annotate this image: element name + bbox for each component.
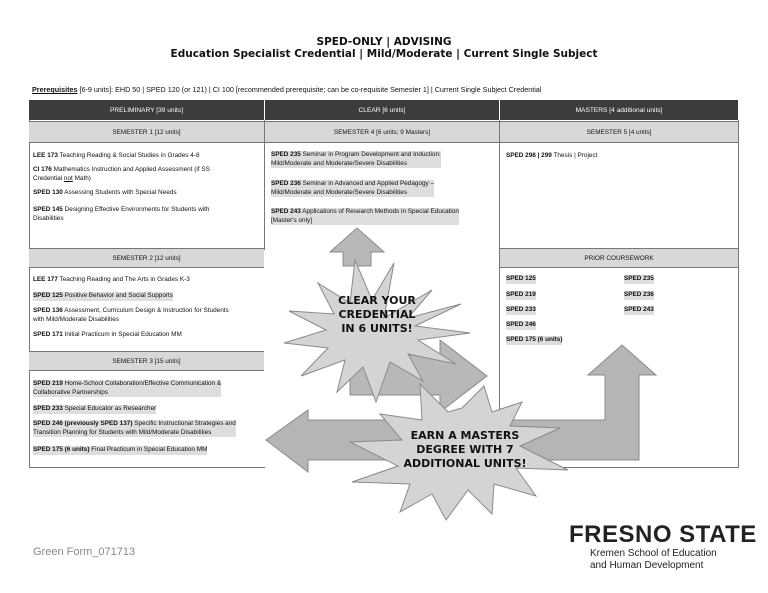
course-code: LEE 173	[33, 152, 58, 159]
prereq-text: [6-9 units]: EHD 50 | SPED 120 (or 121) | CI 100 [recommended prerequisite; can be co-requisite Semester 1] | Current Single Subject Credential	[77, 85, 542, 94]
fresno-state-logo: FRESNO STATE	[569, 521, 757, 548]
course-title: Specific Instructional Strategies and	[132, 420, 236, 427]
course-title: Seminar in Advanced and Applied Pedagogy –	[300, 180, 435, 187]
semester-2-header: SEMESTER 2 [12 units]	[29, 248, 264, 268]
course-code: SPED 136	[33, 307, 63, 314]
course-title: Home-School Collaboration/Effective Communication &	[62, 380, 222, 387]
course-code: SPED 236	[271, 180, 301, 187]
callout-line: DEGREE WITH 7	[416, 443, 514, 456]
prior-course: SPED 125	[506, 275, 536, 282]
prior-course: SPED 236	[624, 291, 654, 298]
course-code: SPED 145	[33, 206, 63, 213]
prior-course: SPED 233	[506, 306, 536, 313]
course-title: Designing Effective Environments for Students with	[62, 206, 210, 213]
prior-course: SPED 246	[506, 321, 536, 328]
course-title-cont: with Mild/Moderate Disabilities	[33, 315, 119, 323]
course-title: Initial Practicum in Special Education MM	[62, 331, 182, 338]
course-title: Final Practicum in Special Education MM	[89, 446, 208, 453]
course-code: SPED 298 | 299	[506, 152, 552, 159]
course-title: Assessing Students with Special Needs	[62, 189, 177, 196]
page-subtitle: Education Specialist Credential | Mild/Moderate | Current Single Subject	[170, 48, 598, 60]
course-title-emphasis: not	[63, 174, 73, 182]
semester-4-header: SEMESTER 4 [6 units; 9 Masters]	[265, 121, 499, 143]
form-id: Green Form_071713	[33, 546, 136, 558]
course-code: SPED 125	[33, 292, 63, 299]
course-title: Mathematics Instruction and Applied Assessment (if SS	[51, 166, 210, 173]
course-title: Applications of Research Methods in Special Education	[300, 208, 459, 215]
callout-line: IN 6 UNITS!	[341, 322, 413, 335]
course-title-cont: Math)	[72, 174, 91, 182]
course-title: Teaching Reading & Social Studies in Grades 4-8	[57, 152, 200, 159]
callout-line: EARN A MASTERS	[410, 429, 520, 442]
up-arrow-icon	[330, 228, 384, 266]
course-code: SPED 171	[33, 331, 63, 338]
course-code: SPED 233	[33, 405, 63, 412]
course-title-cont: Disabilities	[33, 214, 64, 222]
semester-1-header: SEMESTER 1 [12 units]	[29, 121, 264, 143]
prior-course: SPED 243	[624, 306, 654, 313]
course-title: Special Educator as Researcher	[62, 405, 157, 412]
page-title: SPED-ONLY | ADVISING	[316, 36, 452, 48]
masters-callout	[390, 429, 540, 471]
course-title: Positive Behavior and Social Supports	[62, 292, 173, 299]
school-name-line: and Human Development	[590, 559, 704, 571]
col-header-clear: CLEAR [6 units]	[265, 100, 499, 120]
school-name	[590, 548, 717, 571]
course-code: SPED 175 (6 units)	[33, 446, 90, 453]
course-code: SPED 243	[271, 208, 301, 215]
course-code: SPED 235	[271, 151, 301, 158]
course-title-cont: Credential	[33, 174, 64, 182]
prior-course: SPED 235	[624, 275, 654, 282]
col-header-masters: MASTERS [4 additional units]	[500, 100, 738, 120]
callout-line: ADDITIONAL UNITS!	[403, 457, 527, 470]
clear-credential-callout	[322, 294, 432, 336]
course-code: SPED 219	[33, 380, 63, 387]
callout-line: CREDENTIAL	[338, 308, 416, 321]
course-code: SPED 246 (previously SPED 137)	[33, 420, 133, 427]
course-title-cont: Mild/Moderate and Moderate/Severe Disabilities	[271, 159, 408, 167]
course-title-cont: Mild/Moderate and Moderate/Severe Disabilities	[271, 188, 408, 196]
course-title: Assessment, Curriculum Design & Instruction for Students	[62, 307, 229, 314]
prior-coursework-header: PRIOR COURSEWORK	[500, 248, 738, 268]
course-code: LEE 177	[33, 276, 58, 283]
course-title: Teaching Reading and The Arts in Grades K-3	[57, 276, 190, 283]
course-title-cont: Collaborative Partnerships	[33, 388, 108, 396]
course-title: Seminar in Program Development and Induction:	[300, 151, 441, 158]
prereq-label: Prerequisites	[32, 85, 78, 94]
semester-5-header: SEMESTER 5 [4 units]	[500, 121, 738, 143]
course-title-cont: [Master's only]	[271, 216, 312, 224]
course-code: CI 176	[33, 166, 52, 173]
course-code: SPED 130	[33, 189, 63, 196]
prior-course: SPED 219	[506, 291, 536, 298]
col-header-preliminary: PRELIMINARY [39 units]	[29, 100, 264, 120]
school-name-line: Kremen School of Education	[590, 548, 717, 559]
prior-course: SPED 175 (6 units)	[506, 336, 563, 343]
course-title-cont: Transition Planning for Students with Mild/Moderate Disabilities	[33, 428, 212, 436]
semester-3-header: SEMESTER 3 [15 units]	[29, 351, 264, 371]
course-title: Thesis | Project	[551, 152, 598, 159]
callout-line: CLEAR YOUR	[338, 294, 416, 307]
